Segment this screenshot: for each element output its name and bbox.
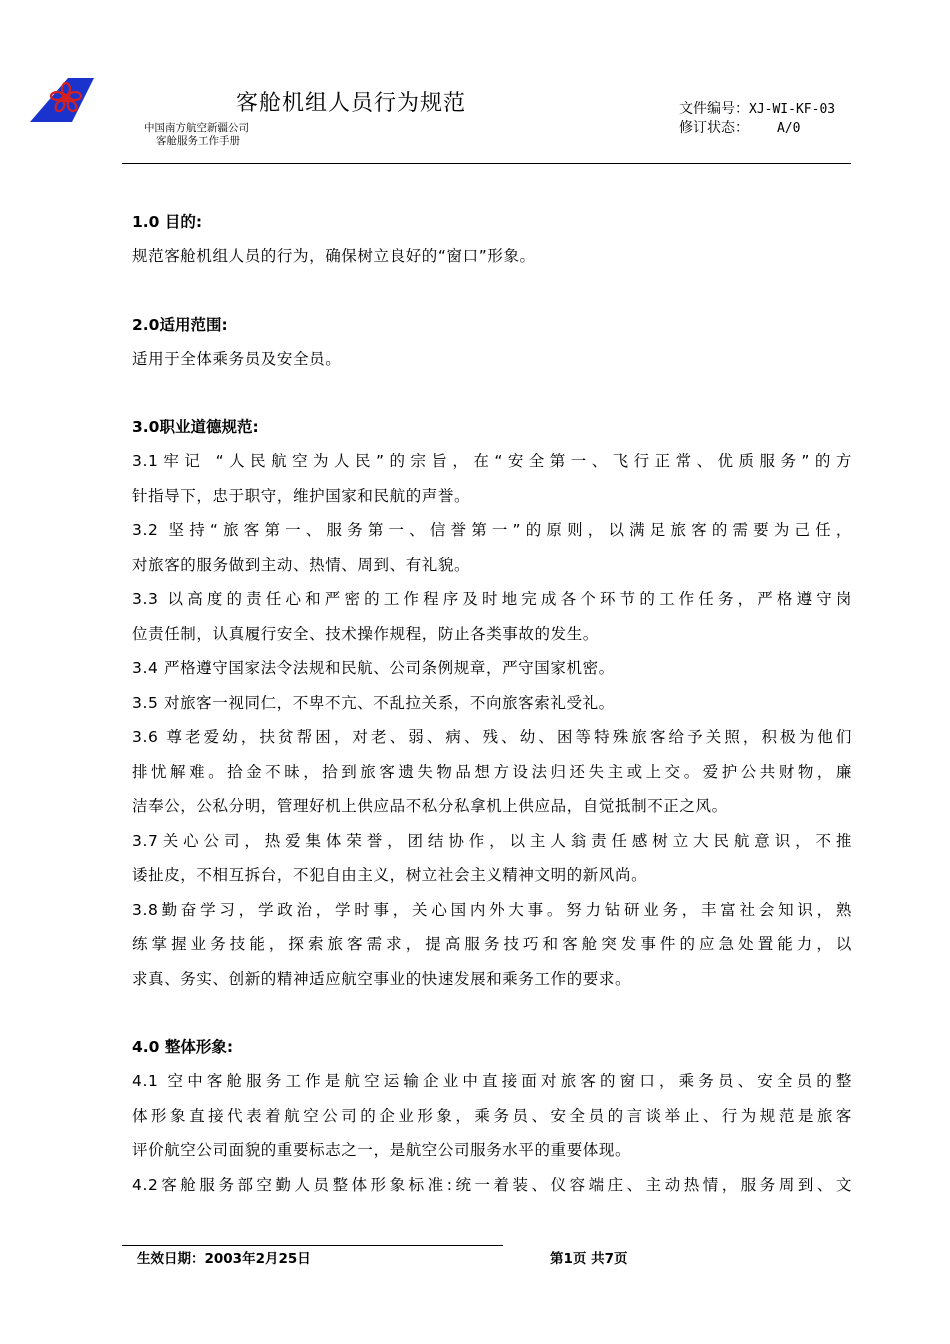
revision-value: A/0 (777, 121, 801, 136)
section-heading-purpose: 1.0 目的: (132, 213, 203, 231)
body-line: 4.2客舱服务部空勤人员整体形象标准:统一着装、仪容端庄、主动热情，服务周到、文 (132, 1175, 852, 1194)
body-line: 洁奉公，公私分明，管理好机上供应品不私分私拿机上供应品，自觉抵制不正之风。 (132, 797, 728, 815)
body-line: 适用于全体乘务员及安全员。 (132, 349, 342, 368)
effective-date: 生效日期：2003年2月25日 (137, 1251, 311, 1267)
body-line: 诿扯皮，不相互拆台，不犯自由主义，树立社会主义精神文明的新风尚。 (132, 866, 648, 884)
body-line: 位责任制，认真履行安全、技术操作规程，防止各类事故的发生。 (132, 624, 599, 643)
body-line: 3.1牢记 “人民航空为人民”的宗旨，在“安全第一、飞行正常、优质服务”的方 (132, 452, 852, 470)
china-southern-logo-icon (28, 76, 96, 124)
body-line: 3.2 坚持“旅客第一、服务第一、信誉第一”的原则，以满足旅客的需要为己任， (132, 521, 852, 539)
revision-label: 修订状态： (679, 120, 749, 136)
doc-number-row (679, 100, 835, 119)
body-line: 评价航空公司面貌的重要标志之一，是航空公司服务水平的重要体现。 (132, 1141, 632, 1159)
body-line: 排忧解难。拾金不昧，拾到旅客遗失物品想方设法归还失主或上交。爱护公共财物，廉 (132, 762, 852, 781)
body-line: 3.8勤奋学习，学政治，学时事，关心国内外大事。努力钻研业务，丰富社会知识，熟 (132, 900, 852, 919)
spacer (132, 274, 852, 308)
body-line: 练掌握业务技能，探索旅客需求，提高服务技巧和客舱突发事件的应急处置能力，以 (132, 935, 852, 953)
page-number: 第1页 共7页 (550, 1251, 628, 1267)
body-line: 规范客舱机组人员的行为，确保树立良好的“窗口”形象。 (132, 247, 536, 265)
body-line: 4.1 空中客舱服务工作是航空运输企业中直接面对旅客的窗口，乘务员、安全员的整 (132, 1072, 852, 1090)
manual-name: 客舱服务工作手册 (156, 135, 240, 147)
body-line: 3.7关心公司，热爱集体荣誉，团结协作，以主人翁责任感树立大民航意识，不推 (132, 831, 852, 850)
body-line: 3.4 严格遵守国家法令法规和民航、公司条例规章，严守国家机密。 (132, 659, 615, 677)
spacer (132, 996, 852, 1030)
document-title: 客舱机组人员行为规范 (236, 91, 467, 116)
section-heading-ethics: 3.0职业道德规范: (132, 418, 259, 436)
body-line: 3.3 以高度的责任心和严密的工作程序及时地完成各个环节的工作任务，严格遵守岗 (132, 590, 852, 608)
body-line: 针指导下，忠于职守，维护国家和民航的声誉。 (132, 486, 471, 505)
body-line: 3.6 尊老爱幼，扶贫帮困，对老、弱、病、残、幼、困等特殊旅客给予关照，积极为他们 (132, 728, 852, 746)
doc-number-label: 文件编号： (679, 101, 749, 117)
body-line: 体形象直接代表着航空公司的企业形象，乘务员、安全员的言谈举止、行为规范是旅客 (132, 1106, 852, 1125)
header-divider (122, 163, 851, 164)
body-line: 3.5 对旅客一视同仁，不卑不亢、不乱拉关系，不向旅客索礼受礼。 (132, 693, 615, 712)
company-name: 中国南方航空新疆公司 (144, 122, 249, 134)
body-line: 对旅客的服务做到主动、热情、周到、有礼貌。 (132, 555, 471, 574)
doc-number-value: XJ-WI-KF-03 (749, 102, 836, 117)
document-body (132, 205, 852, 1202)
footer-divider (122, 1245, 503, 1246)
company-block (144, 122, 249, 148)
document-info (679, 100, 835, 138)
revision-row (679, 119, 835, 138)
section-heading-scope: 2.0适用范围: (132, 315, 228, 334)
spacer (132, 376, 852, 410)
body-line: 求真、务实、创新的精神适应航空事业的快速发展和乘务工作的要求。 (132, 969, 632, 988)
section-heading-image: 4.0 整体形象: (132, 1038, 234, 1056)
